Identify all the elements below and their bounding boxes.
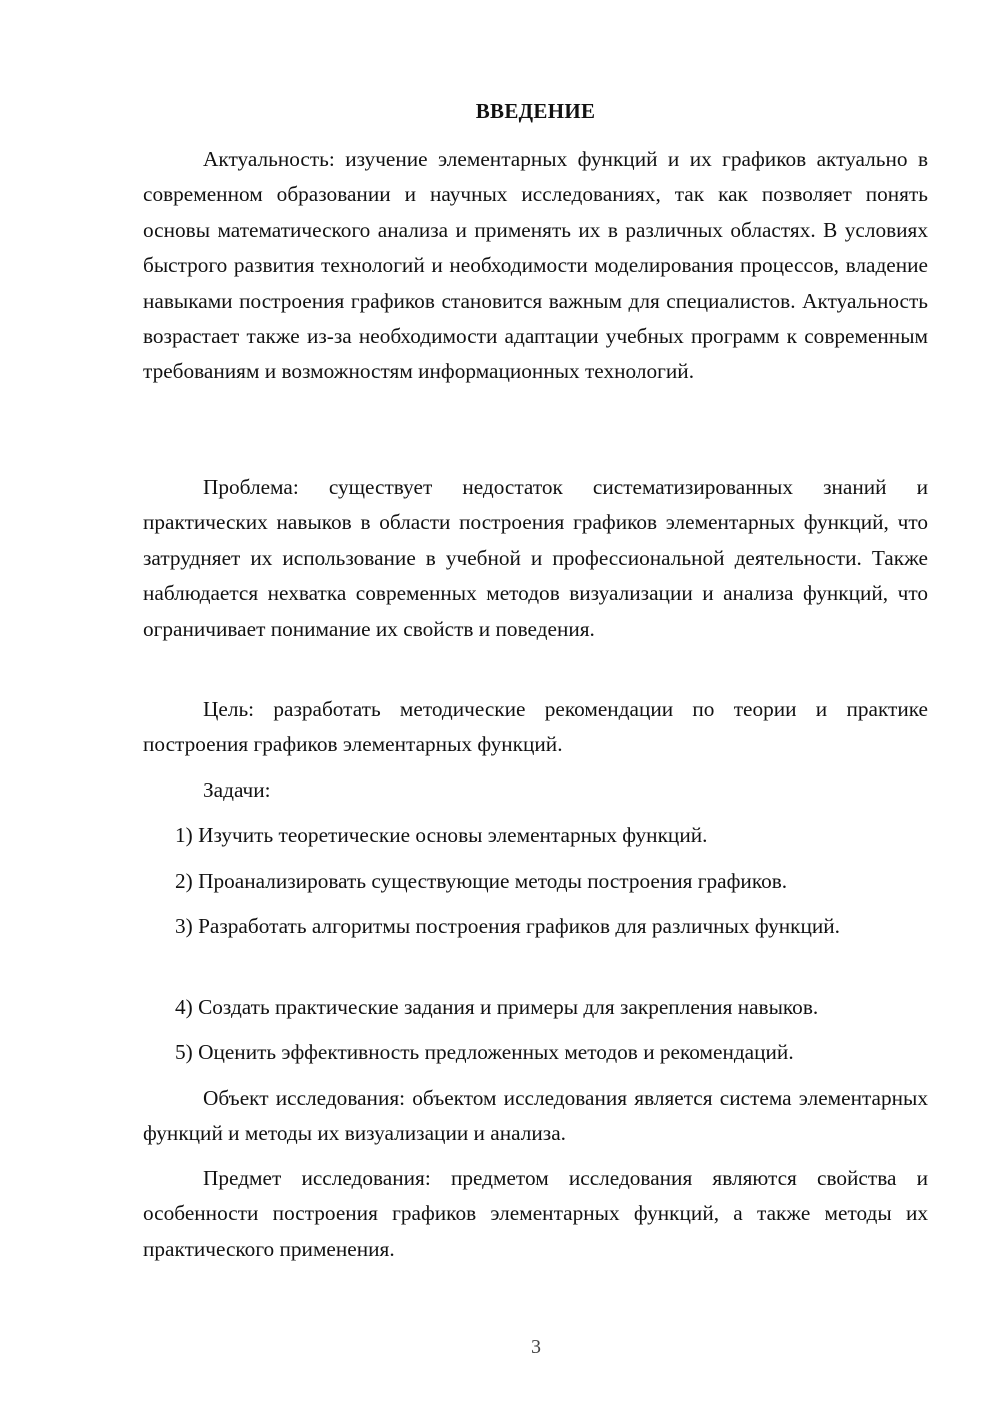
- task-item: 3) Разработать алгоритмы построения графиков для различных функций.: [175, 914, 841, 938]
- task-item: 1) Изучить теоретические основы элементарных функций.: [175, 823, 708, 847]
- tasks-label: Задачи:: [203, 778, 271, 802]
- section-heading: ВВЕДЕНИЕ: [475, 99, 596, 123]
- task-item: 5) Оценить эффективность предложенных методов и рекомендаций.: [175, 1040, 794, 1064]
- paragraph-subject: Предмет исследования: предметом исследования являются свойства и особенности построения графиков элементарных функций, а также методы их практического применения.: [143, 1166, 928, 1261]
- page-number: 3: [531, 1336, 541, 1358]
- paragraph-problem: Проблема: существует недостаток систематизированных знаний и практических навыков в области построения графиков элементарных функций, что затрудняет их использование в учебной и профессиональной деятельности. Также наблюдается нехватка современных методов визуализации и анализа функций, что ограничивает понимание их свойств и поведения.: [143, 475, 928, 641]
- task-item: 4) Создать практические задания и примеры для закрепления навыков.: [175, 995, 819, 1019]
- task-item: 2) Проанализировать существующие методы построения графиков.: [175, 869, 788, 893]
- paragraph-relevance: Актуальность: изучение элементарных функций и их графиков актуально в современном образовании и научных исследованиях, так как позволяет понять основы математического анализа и применять их в различных областях. В условиях быстрого развития технологий и необходимости моделирования процессов, владение навыками построения графиков становится важным для специалистов. Актуальность возрастает также из-за необходимости адаптации учебных программ к современным требованиям и возможностям информационных технологий.: [143, 147, 928, 384]
- paragraph-goal: Цель: разработать методические рекомендации по теории и практике построения графиков элементарных функций.: [143, 697, 928, 757]
- paragraph-object: Объект исследования: объектом исследования является система элементарных функций и методы их визуализации и анализа.: [143, 1086, 928, 1146]
